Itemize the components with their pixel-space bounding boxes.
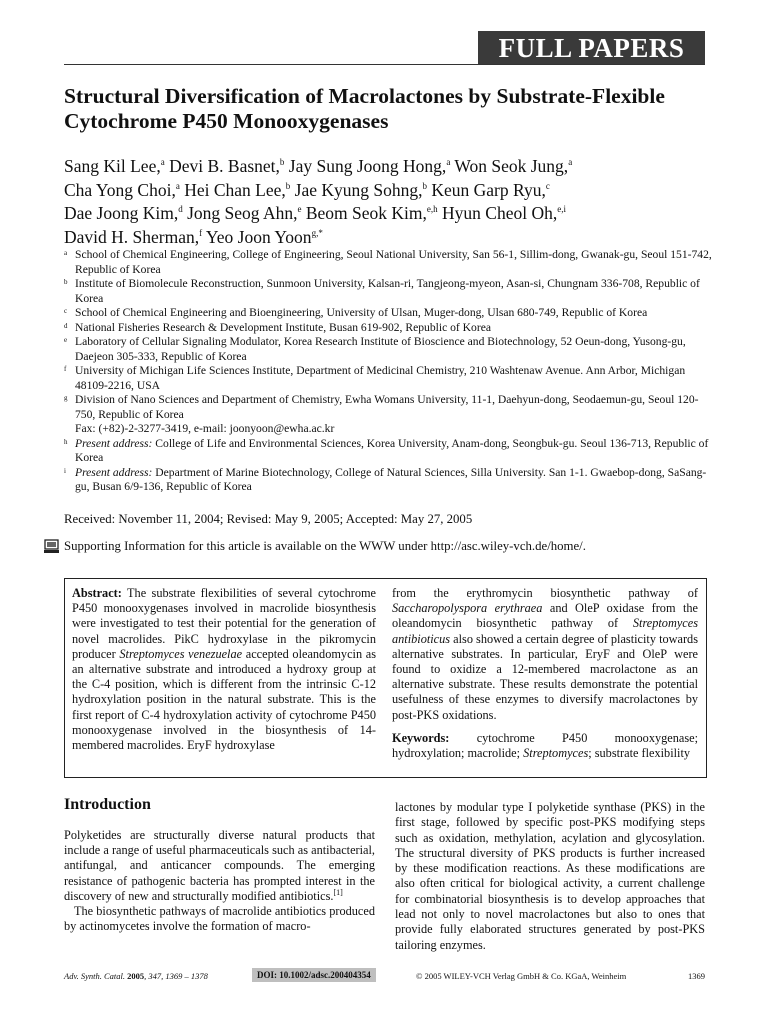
author-affiliation-mark: e,i — [557, 204, 566, 214]
reference-citation[interactable]: [1] — [333, 887, 343, 897]
journal-volume-pages: , 347, 1369 – 1378 — [144, 971, 208, 981]
intro-paragraph: The biosynthetic pathways of macrolide antibiotics produced by actinomycetes involve the formation of macro- — [64, 904, 375, 934]
page-number: 1369 — [688, 971, 705, 981]
affiliation-item — [64, 393, 714, 437]
author-name: Hyun Cheol Oh, — [442, 203, 558, 223]
author-name: Devi B. Basnet, — [169, 156, 280, 176]
affiliation-list — [64, 248, 714, 495]
header-rule — [64, 64, 705, 65]
abstract-column-right — [392, 586, 698, 761]
keywords-label: Keywords: — [392, 730, 450, 745]
affiliation-text: University of Michigan Life Sciences Institute, Department of Medicinal Chemistry, 210 Washtenaw Avenue. Ann Arbor, Michigan 48109-2216, USA — [75, 364, 686, 392]
author-name: Sang Kil Lee, — [64, 156, 161, 176]
affiliation-mark: f — [64, 365, 67, 373]
journal-citation — [64, 971, 208, 981]
affiliation-mark: h — [64, 437, 68, 446]
introduction-column-right — [395, 800, 705, 953]
corresponding-contact: Fax: (+82)-2-3277-3419, e-mail: joonyoon@ewha.ac.kr — [75, 422, 335, 435]
affiliation-item — [64, 437, 714, 466]
affiliation-item — [64, 466, 714, 495]
author-affiliation-mark: a — [446, 157, 451, 167]
page-footer — [64, 968, 705, 984]
author-line — [64, 226, 714, 250]
affiliation-text: College of Life and Environmental Sciences, Korea University, Anam-dong, Seongbuk-gu. Seoul 136-713, Republic of Korea — [75, 436, 709, 464]
copyright: © 2005 WILEY-VCH Verlag GmbH & Co. KGaA, Weinheim — [416, 971, 627, 981]
author-name: Cha Yong Choi, — [64, 179, 176, 200]
author-name: Won Seok Jung, — [454, 156, 569, 176]
supporting-info-note: Supporting Information for this article is available on the WWW under http://asc.wiley-vch.de/home/. — [64, 539, 586, 553]
journal-year: 2005 — [125, 971, 145, 981]
affiliation-text: Department of Marine Biotechnology, College of Natural Sciences, Silla University. San 1-1. Gwaebop-dong, SaSang-gu, Busan 6/9-136, Republic of Korea — [75, 465, 707, 493]
received-dates: Received: November 11, 2004; Revised: May 9, 2005; Accepted: May 27, 2005 — [64, 512, 473, 526]
author-name: Jong Seog Ahn, — [187, 203, 298, 223]
keywords-text: ; substrate flexibility — [588, 746, 691, 761]
author-affiliation-mark: e — [297, 204, 302, 214]
author-name: Dae Joong Kim, — [64, 203, 179, 223]
affiliation-mark: a — [64, 249, 68, 257]
abstract-text: from the erythromycin biosynthetic pathway of — [392, 586, 698, 600]
affiliation-item — [64, 248, 714, 277]
affiliation-mark: c — [64, 307, 68, 315]
affiliation-item — [64, 306, 714, 321]
author-name: Jae Kyung Sohng, — [294, 179, 423, 200]
species-name: Streptomyces venezuelae — [119, 646, 243, 661]
affiliation-text: National Fisheries Research & Development Institute, Busan 619-902, Republic of Korea — [75, 320, 491, 334]
author-affiliation-mark: f — [199, 227, 203, 238]
keywords-genus: Streptomyces — [523, 746, 589, 761]
journal-name: Adv. Synth. Catal. — [64, 971, 125, 981]
author-name: Keun Garp Ryu, — [431, 179, 546, 200]
abstract-continued — [392, 586, 698, 723]
computer-icon — [44, 539, 59, 554]
author-line — [64, 202, 714, 226]
abstract-text: accepted oleandomycin as an alternative substrate and introduced a hydroxy group at the C-4 position, which is different from the intrinsic C-12 hydroxylation position in the natural substrate. This is the first report of C-4 hydroxylation activity of cytochrome P450 monooxygenase involved in the biosynthesis of 14-membered macrolides. EryF hydroxylase — [72, 646, 376, 753]
affiliation-item — [64, 321, 714, 336]
present-address-label: Present address: — [75, 465, 153, 479]
abstract-text: and OleP oxidase from the oleandomycin biosynthetic pathway of — [392, 601, 698, 631]
abstract-box — [64, 578, 707, 778]
author-affiliation-mark: e,h — [426, 204, 438, 214]
author-line — [64, 179, 714, 203]
author-affiliation-mark: d — [178, 204, 183, 214]
affiliation-text: Institute of Biomolecule Reconstruction, Sunmoon University, Kalsan-ri, Tangjeong-myeon, Asan-si, Chungnam 336-708, Republic of Korea — [75, 277, 700, 305]
author-affiliation-mark: g,* — [311, 227, 323, 238]
intro-text: Polyketides are structurally diverse natural products that include a range of useful pharmaceuticals such as antibacterial, antifungal, and anticancer compounds. The emerging resistance of pathogenic bacteria has prompted interest in the discovery of new and structurally modified antibiotics. — [64, 828, 375, 903]
author-affiliation-mark: b — [422, 180, 427, 191]
abstract-label: Abstract: — [72, 586, 122, 600]
author-affiliation-mark: b — [285, 180, 291, 191]
affiliation-text: Division of Nano Sciences and Department of Chemistry, Ewha Womans University, 11-1, Daehyun-dong, Seodaemun-gu, Seoul 120-750, Republic of Korea — [75, 393, 699, 421]
affiliation-text: Laboratory of Cellular Signaling Modulator, Korea Research Institute of Bioscience and Biotechnology, 52 Oeun-dong, Yusong-gu, Daejeon 305-333, Republic of Korea — [75, 335, 686, 363]
affiliation-mark: b — [64, 278, 68, 286]
affiliation-item — [64, 364, 714, 393]
present-address-label: Present address: — [75, 436, 153, 450]
author-name: Yeo Joon Yoon — [205, 226, 312, 247]
intro-paragraph — [64, 828, 375, 904]
author-line — [64, 155, 714, 179]
keywords-text: cytochrome P450 monooxygenase; hydroxylation; macrolide; — [392, 730, 698, 761]
author-name: Jay Sung Joong Hong, — [288, 156, 447, 176]
keywords — [392, 731, 698, 761]
author-affiliation-mark: a — [175, 180, 180, 191]
species-name: Saccharopolyspora erythraea — [392, 601, 543, 616]
author-list — [64, 155, 714, 249]
author-name: David H. Sherman, — [64, 226, 200, 247]
affiliation-mark: d — [64, 321, 68, 330]
article-title: Structural Diversification of Macrolactones by Substrate-Flexible Cytochrome P450 Monooxygenases — [64, 84, 665, 133]
affiliation-mark: g — [64, 394, 68, 402]
affiliation-item — [64, 277, 714, 306]
species-name: Streptomyces antibioticus — [392, 616, 698, 646]
affiliation-text: School of Chemical Engineering and Bioengineering, University of Ulsan, Muger-dong, Ulsan 680-749, Republic of Korea — [75, 306, 648, 319]
introduction-heading: Introduction — [64, 796, 151, 813]
abstract-column-left — [72, 586, 376, 753]
affiliation-item — [64, 335, 714, 364]
author-affiliation-mark: c — [545, 180, 550, 191]
affiliation-mark: i — [64, 466, 66, 475]
author-name: Beom Seok Kim, — [305, 203, 427, 223]
abstract-text: also showed a certain degree of plasticity towards alternative substrates. In particular, EryF and OleP were found to oxidize a 12-membered macrolactone as an alternative substrate. These results demonstrate the potential usefulness of these enzymes to diversify macrolactones by post-PKS oxidations. — [392, 631, 698, 722]
author-affiliation-mark: a — [568, 157, 573, 167]
intro-paragraph: lactones by modular type I polyketide synthase (PKS) in the first stage, followed by specific post-PKS modifying steps such as oxidation, methylation, acylation and glycosylation. The structural diversity of PKS products is further increased by these modification reactions. As these modifications are also often critical for biological activity, a current challenge for combinatorial biosynthesis is to develop approaches that lead not only to novel macrolactones but also to ones that provide fully elaborated structures generated by post-PKS tailoring enzymes. — [395, 800, 705, 952]
doi-label[interactable]: DOI: 10.1002/adsc.200404354 — [252, 968, 376, 982]
full-papers-banner: FULL PAPERS — [478, 31, 705, 65]
affiliation-mark: e — [64, 336, 68, 344]
affiliation-text: School of Chemical Engineering, College of Engineering, Seoul National University, San 56-1, Sillim-dong, Gwanak-gu, Seoul 151-742, Republic of Korea — [75, 248, 712, 276]
author-affiliation-mark: a — [160, 157, 165, 167]
abstract-text: The substrate flexibilities of several cytochrome P450 monooxygenases involved in macrolide biosynthesis were investigated to test their potential for the generation of novel macrolides. PikC hydroxylase in the pikromycin producer — [72, 586, 376, 661]
introduction-column-left — [64, 828, 375, 934]
author-affiliation-mark: b — [279, 157, 285, 167]
author-name: Hei Chan Lee, — [184, 179, 286, 200]
